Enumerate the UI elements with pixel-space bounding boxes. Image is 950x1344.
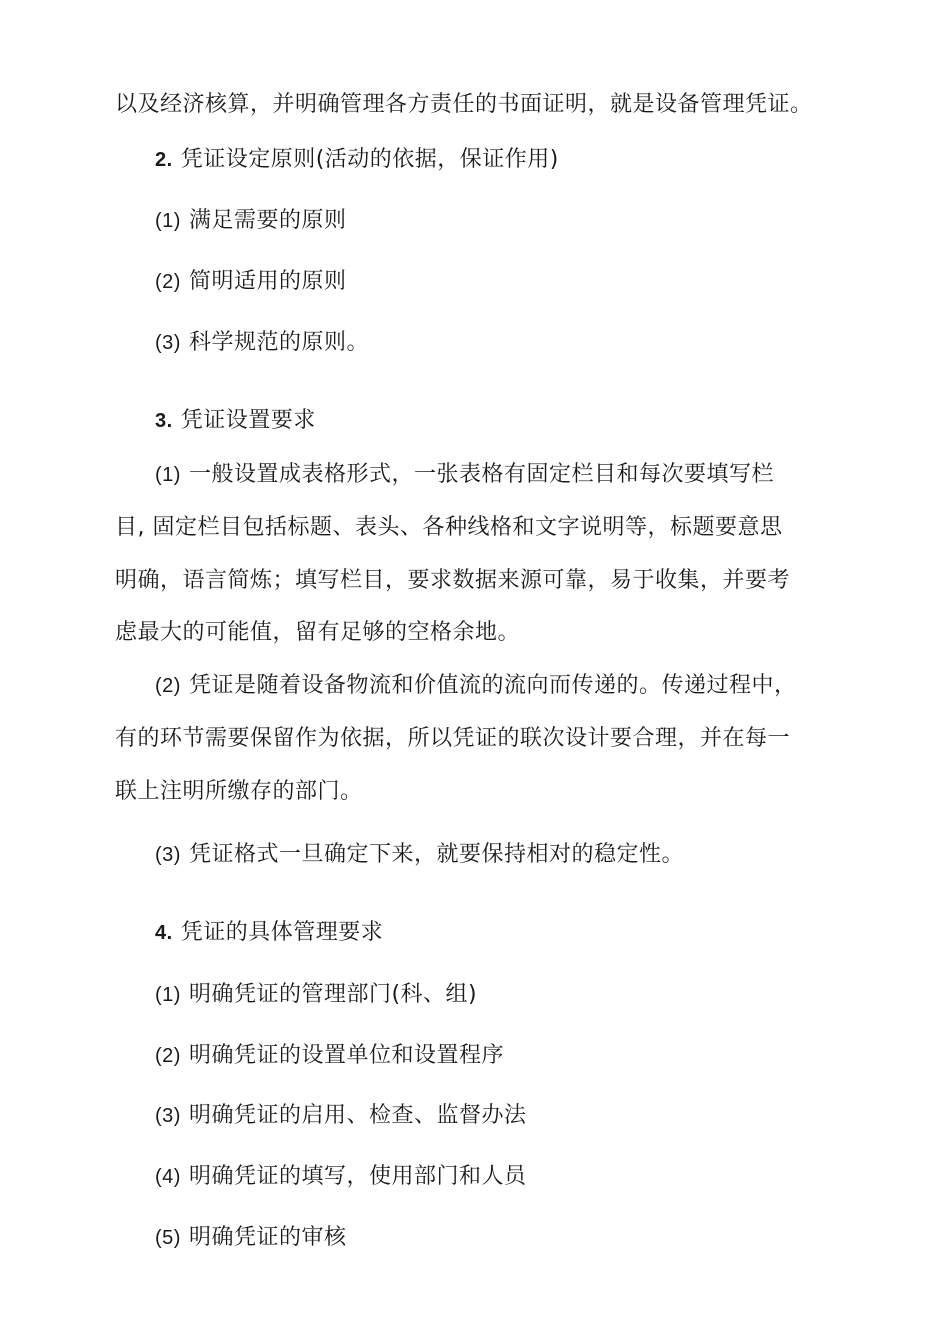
list-number: (4) <box>155 1166 181 1188</box>
list-number: (1) <box>155 984 181 1006</box>
section-heading-3 <box>155 406 316 436</box>
list-number: (5) <box>155 1227 181 1249</box>
list-text: 明确凭证的设置单位和设置程序 <box>188 1043 504 1068</box>
list-text: 明确凭证的启用、检查、监督办法 <box>188 1103 527 1128</box>
line-text: 虑最大的可能值，留有足够的空格余地。 <box>115 620 521 645</box>
section-title: 凭证设定原则(活动的依据，保证作用) <box>180 147 559 172</box>
paragraph-line <box>115 90 813 120</box>
line-text: 明确，语言简炼；填写栏目，要求数据来源可靠，易于收集，并要考 <box>115 568 791 593</box>
list-text: 简明适用的原则 <box>188 269 347 294</box>
paragraph-line <box>155 460 774 490</box>
list-number: (2) <box>155 271 181 293</box>
section-heading-4 <box>155 918 383 948</box>
paragraph-line <box>115 724 790 754</box>
list-item <box>155 1223 346 1253</box>
section-heading-2 <box>155 145 559 175</box>
line-text: 目, 固定栏目包括标题、表头、各种线格和文字说明等，标题要意思 <box>115 515 783 540</box>
list-item <box>155 1162 526 1192</box>
line-text: 一般设置成表格形式，一张表格有固定栏目和每次要填写栏 <box>188 462 774 487</box>
line-text: 有的环节需要保留作为依据，所以凭证的联次设计要合理，并在每一 <box>115 726 791 751</box>
paragraph-line <box>115 513 783 543</box>
list-number: (3) <box>155 844 181 866</box>
paragraph-line <box>115 618 520 648</box>
section-title: 凭证的具体管理要求 <box>180 920 384 945</box>
line-text: 以及经济核算，并明确管理各方责任的书面证明，就是设备管理凭证。 <box>115 92 813 117</box>
paragraph-line <box>155 671 796 701</box>
list-number: (3) <box>155 1105 181 1127</box>
list-text: 明确凭证的填写，使用部门和人员 <box>188 1164 527 1189</box>
list-item <box>155 980 477 1010</box>
list-number: (1) <box>155 210 181 232</box>
section-number: 3. <box>155 410 173 432</box>
section-number: 4. <box>155 922 173 944</box>
line-text: 凭证是随着设备物流和价值流的流向而传递的。传递过程中， <box>188 673 797 698</box>
list-text: 明确凭证的审核 <box>188 1225 347 1250</box>
list-item <box>155 206 346 236</box>
section-number: 2. <box>155 149 173 171</box>
list-text: 明确凭证的管理部门(科、组) <box>188 982 478 1007</box>
list-number: (1) <box>155 464 181 486</box>
list-item <box>155 267 346 297</box>
list-text: 满足需要的原则 <box>188 208 347 233</box>
list-item <box>155 1101 526 1131</box>
section-title: 凭证设置要求 <box>180 408 316 433</box>
line-text: 联上注明所缴存的部门。 <box>115 779 363 804</box>
list-number: (2) <box>155 1045 181 1067</box>
paragraph-line <box>115 566 790 596</box>
list-item <box>155 1041 504 1071</box>
list-item <box>155 840 684 870</box>
paragraph-line <box>115 777 363 807</box>
list-text: 凭证格式一旦确定下来，就要保持相对的稳定性。 <box>188 842 684 867</box>
list-number: (2) <box>155 675 181 697</box>
list-text: 科学规范的原则。 <box>188 330 369 355</box>
list-number: (3) <box>155 332 181 354</box>
list-item <box>155 328 369 358</box>
